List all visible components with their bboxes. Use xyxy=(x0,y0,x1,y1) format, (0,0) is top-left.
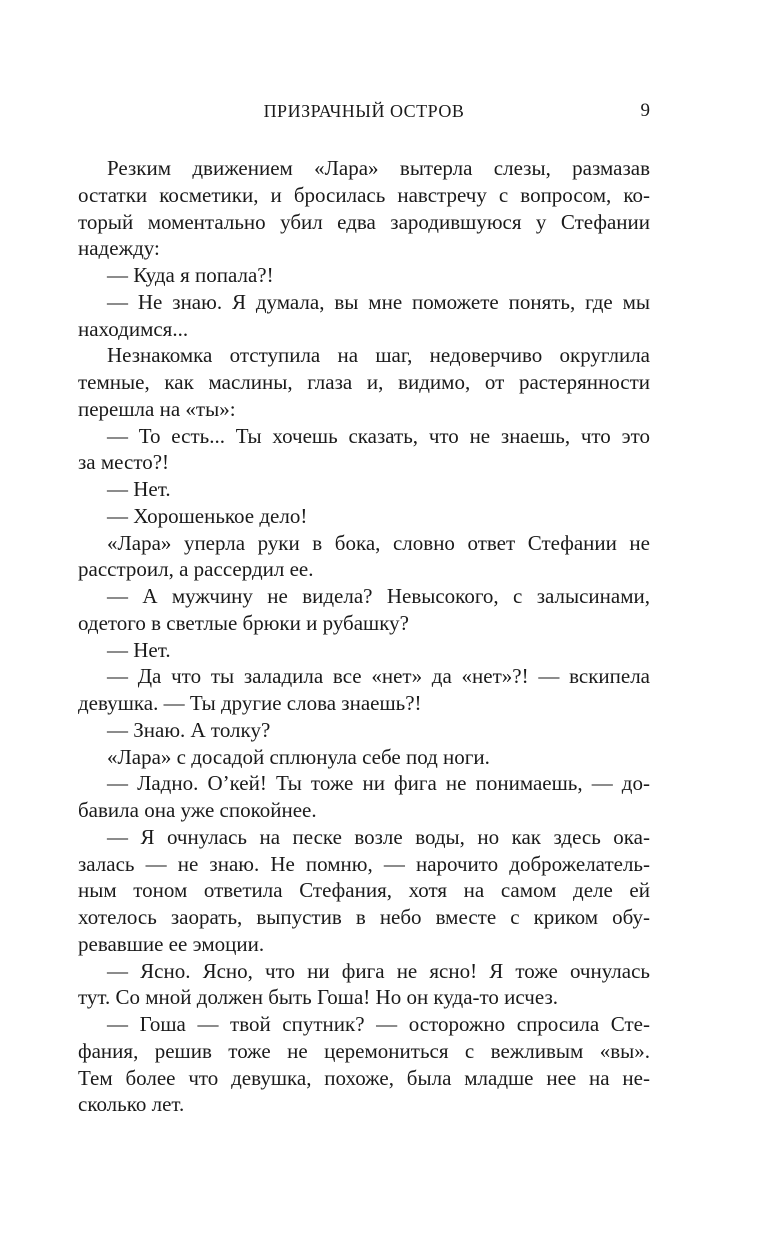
text-line: — Я очнулась на песке возле воды, но как здесь ока- xyxy=(107,824,650,849)
text-line: бавила она уже спокойнее. xyxy=(78,798,317,822)
text-line: находимся... xyxy=(78,316,189,341)
running-header xyxy=(78,98,650,124)
text-line: — Знаю. А толку? xyxy=(107,717,271,742)
text-line: — То есть... Ты хочешь сказать, что не знаешь, что это xyxy=(107,423,650,448)
text-line: «Лара» уперла руки в бока, словно ответ Стефании не xyxy=(107,530,650,555)
text-line: Тем более что девушка, похоже, была младше нее на не- xyxy=(78,1065,650,1090)
book-title: ПРИЗРАЧНЫЙ ОСТРОВ xyxy=(263,101,465,121)
text-line: хотелось заорать, выпустив в небо вместе с криком обу- xyxy=(78,905,650,929)
text-line: Незнакомка отступила на шаг, недоверчиво округлила xyxy=(107,343,650,368)
text-line: — Нет. xyxy=(107,637,171,662)
text-line: сколько лет. xyxy=(78,1092,185,1117)
text-line: девушка. — Ты другие слова знаешь?! xyxy=(78,691,422,715)
text-line: — Гоша — твой спутник? — осторожно спросила Сте- xyxy=(107,1012,650,1036)
text-line: тут. Со мной должен быть Гоша! Но он куда-то исчез. xyxy=(78,985,558,1010)
text-line: расстроил, а рассердил ее. xyxy=(78,557,314,582)
page-body-text xyxy=(78,155,650,1118)
text-line: ным тоном ответила Стефания, хотя на самом деле ей xyxy=(78,878,650,903)
text-line: «Лара» с досадой сплюнула себе под ноги. xyxy=(107,744,490,769)
text-line: — Ладно. О’кей! Ты тоже ни фига не понимаешь, — до- xyxy=(107,771,650,796)
text-line: залась — не знаю. Не помню, — нарочито доброжелатель- xyxy=(78,851,650,876)
text-line: торый моментально убил едва зародившуюся у Стефании xyxy=(78,209,650,234)
text-line: темные, как маслины, глаза и, видимо, от растерянности xyxy=(78,370,650,394)
text-line: остатки косметики, и бросилась навстречу с вопросом, ко- xyxy=(78,182,650,207)
text-line: одетого в светлые брюки и рубашку? xyxy=(78,610,409,635)
text-line: — Ясно. Ясно, что ни фига не ясно! Я тоже очнулась xyxy=(107,958,650,983)
page-number: 9 xyxy=(640,100,650,121)
text-line: за место?! xyxy=(78,450,170,475)
text-line: Резким движением «Лара» вытерла слезы, размазав xyxy=(107,156,650,180)
text-line: — Не знаю. Я думала, вы мне поможете понять, где мы xyxy=(107,289,650,314)
text-line: надежду: xyxy=(78,236,160,261)
text-line: ревавшие ее эмоции. xyxy=(78,931,265,956)
text-line: — Хорошенькое дело! xyxy=(107,503,308,528)
text-line: — Да что ты заладила все «нет» да «нет»?! — вскипела xyxy=(107,664,650,689)
text-line: перешла на «ты»: xyxy=(78,396,236,421)
text-line: — А мужчину не видела? Невысокого, с залысинами, xyxy=(107,584,650,608)
text-line: фания, решив тоже не церемониться с вежливым «вы». xyxy=(78,1038,650,1063)
text-line: — Нет. xyxy=(107,477,171,501)
text-line: — Куда я попала?! xyxy=(107,263,274,287)
